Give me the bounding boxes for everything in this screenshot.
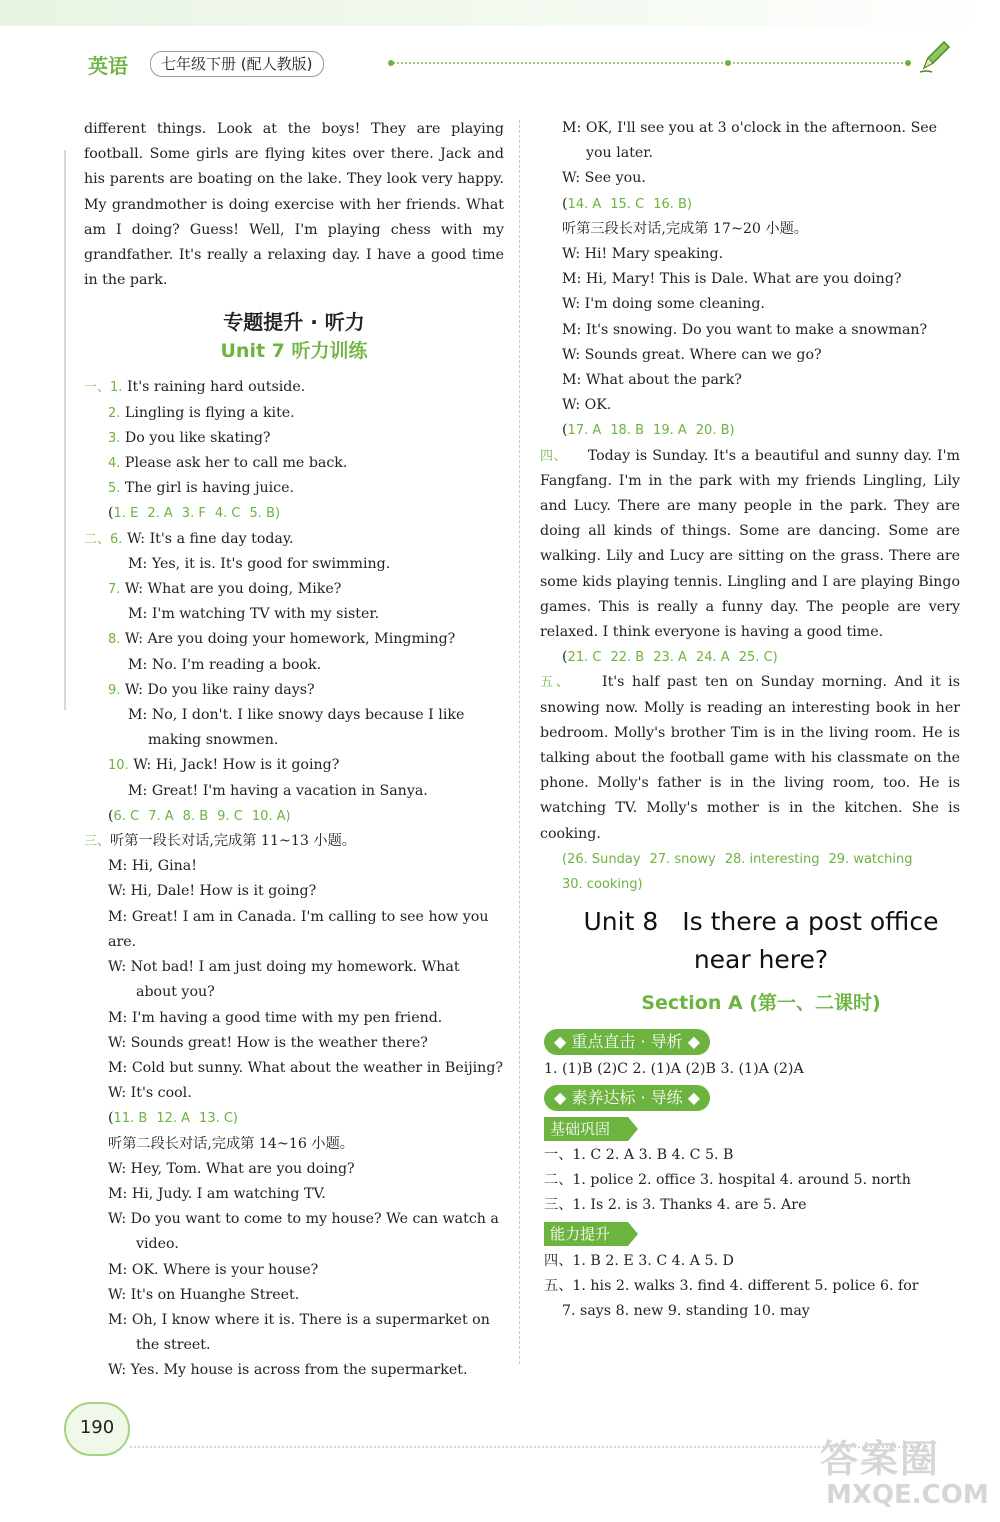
answer: 9. C [217,808,243,824]
tag-advanced: 能力提升 [544,1222,628,1246]
dialog-line: W: Not bad! I am just doing my homework. What about you? [108,959,460,1001]
answer-line [84,804,504,829]
list-item [84,476,504,501]
answer: 19. A [653,423,687,439]
dialog-line [84,627,504,652]
dialog-line: W: Do you want to come to my house? We can watch a video. [108,1211,499,1253]
left-margin-line [64,150,66,710]
item-text: Lingling is flying a kite. [124,404,295,421]
part-4-passage [540,444,960,646]
part-3 [84,829,504,1383]
banner-key-points: ◆ 重点直击 · 导析 ◆ [544,1029,710,1055]
answer: 25. C) [738,650,778,666]
section-title: Section A (第一、二课时) [641,992,881,1015]
answer-line: 四、1. B 2. E 3. C 4. A 5. D [544,1252,734,1269]
part-label: 三、 [84,834,111,850]
answer: 1. E [113,506,139,522]
answer: 27. snowy [649,851,716,867]
item-number: 3. [108,430,121,446]
answer: 17. A [567,423,602,439]
answer-paren: ( [562,649,568,666]
answer-line: 五、1. his 2. walks 3. find 4. different 5. police 6. for [544,1277,919,1294]
answer: 13. C) [199,1111,239,1127]
answer: 21. C [567,650,602,666]
answer: 24. A [695,650,730,666]
answer: 6. C [113,808,140,824]
passage-text: It's half past ten on Sunday morning. And it is snowing now. Molly is reading an interesting book in her bedroom. Molly's brother Tim is in the living room. He is talking about the football game with his classmate on the phone. Molly's father is in the living room, too. He is watching TV. Molly's mother is in the kitchen. She is cooking. [540,674,960,842]
part-label: 二、 [84,531,111,547]
answer-paren: ( [108,1110,114,1127]
topic-title: 专题提升 · 听力 [223,310,365,335]
right-column [540,116,960,1324]
item-text: Please ask her to call me back. [124,455,348,472]
section-intro: 听第二段长对话,完成第 14~16 小题。 [108,1135,354,1152]
intro-text: 听第一段长对话,完成第 11~13 小题。 [110,833,356,850]
item-number: 7. [108,582,121,598]
item-number: 1. [110,380,123,396]
watermark-logo: 答案圈 [820,1437,941,1481]
list-item [84,401,504,426]
unit-title-line1: Is there a post office [682,907,939,937]
book-label [150,51,324,77]
header-dotted-line [390,62,910,64]
item-number: 4. [108,456,121,472]
dialog-line: M: What about the park? [562,372,742,389]
page-number: 190 [64,1402,130,1456]
dialog-line: M: OK, I'll see you at 3 o'clock in the afternoon. See you later. [562,120,938,162]
dialog-line: M: Hi, Gina! [108,858,197,875]
dialog-text: W: Hi, Jack! How is it going? [133,757,340,774]
passage-text: Today is Sunday. It's a beautiful and sunny day. I'm Fangfang. I'm in the park with my friends Lingling, Lily and Lucy. There are many people in the park. They are doing all kinds of things. Some are dancing. Some are walking. Lily and Lucy are sitting on the grass. There are some kids playing tennis. Lingling and I are playing Bingo games. This is really a funny day. The people are very relaxed. I think everyone is having a good time. [540,447,960,641]
dialog-line: M: I'm having a good time with my pen friend. [108,1009,443,1026]
topic-subtitle: Unit 7 听力训练 [220,340,368,363]
part-5-passage [540,670,960,846]
dialog-line: W: OK. [562,397,612,414]
dialog-line: W: Sounds great. Where can we go? [562,346,822,363]
dialog-line [84,577,504,602]
list-item [84,426,504,451]
dialog-text: W: Do you like rainy days? [124,681,315,698]
answer: 29. watching [828,851,913,867]
answer: 7. A [148,808,174,824]
answer-paren: ( [108,505,114,522]
book-edition: (配人教版) [240,55,313,73]
item-number: 9. [108,682,121,698]
dialog-line: M: No. I'm reading a book. [128,656,322,673]
answer: (26. Sunday [562,851,641,867]
dialog-line: M: Hi, Mary! This is Dale. What are you doing? [562,271,902,288]
dialog-line: W: Hey, Tom. What are you doing? [108,1160,355,1177]
answer-line: 1. (1)B (2)C 2. (1)A (2)B 3. (1)A (2)A [544,1061,804,1078]
answer: 2. A [147,506,173,522]
dialog-line: W: Hi, Dale! How is it going? [108,883,317,900]
answer: 15. C [610,196,645,212]
answer: 10. A) [251,808,291,824]
part-2 [84,527,504,829]
answer: 28. interesting [724,851,820,867]
header-dot [725,60,731,66]
dialog-line: M: Cold but sunny. What about the weather in Beijing? [108,1059,504,1076]
dialog-line: W: It's cool. [108,1085,192,1102]
header-dot [388,60,394,66]
page-header [0,40,1000,90]
dialog-text: W: It's a fine day today. [126,530,294,547]
item-text: It's raining hard outside. [126,379,306,396]
tag-basic: 基础巩固 [544,1117,628,1141]
item-text: The girl is having juice. [124,480,295,497]
answer-line: 7. says 8. new 9. standing 10. may [562,1302,810,1319]
answer-line [84,501,504,526]
banner-practice: ◆ 素养达标 · 导练 ◆ [544,1085,710,1111]
dialog-line: W: See you. [562,170,646,187]
answer-line: 三、1. Is 2. is 3. Thanks 4. are 5. Are [544,1197,807,1214]
answer: 11. B [113,1111,148,1127]
answer-line: 二、1. police 2. office 3. hospital 4. around 5. north [544,1171,911,1188]
left-column [84,117,504,1384]
dialog-line [84,753,504,778]
section-intro [84,829,504,854]
subject-label: 英语 [88,54,128,78]
answer: 20. B) [695,423,735,439]
dialog-line: M: No, I don't. I like snowy days because I like making snowmen. [128,707,465,749]
answer-line [562,847,960,897]
answer-paren: ( [562,422,568,439]
dialog-line: M: Oh, I know where it is. There is a supermarket on the street. [108,1311,490,1354]
list-item [84,375,504,400]
dialog-line: M: Yes, it is. It's good for swimming. [128,555,391,572]
column-divider [519,120,520,1364]
dialog-text: W: What are you doing, Mike? [124,581,342,598]
answer: 22. B [610,650,645,666]
answer: 30. cooking) [562,877,643,893]
dialog-line [84,527,504,552]
answer: 4. C [214,506,241,522]
answer: 8. B [182,808,209,824]
answer: 18. B [610,423,645,439]
part-label: 四、 [540,448,568,464]
item-text: Do you like skating? [124,429,271,446]
dialog-line: W: I'm doing some cleaning. [562,296,765,313]
answer-line [562,645,960,670]
dialog-line: W: Hi! Mary speaking. [562,246,724,263]
unit-number: Unit 8 [583,907,659,937]
answer: 5. B) [249,506,281,522]
part-label: 一、 [84,380,111,396]
intro-paragraph: different things. Look at the boys! They are playing football. Some girls are flying kites over there. Jack and his parents are boating on the lake. They look very happy. My grandmother is doing exercise with her friends. What am I doing? Guess! Well, I'm playing chess with my grandfather. It's really a relaxing day. I have a good time in the park. [84,121,504,289]
item-number: 8. [108,632,121,648]
dialog-line: M: Hi, Judy. I am watching TV. [108,1185,326,1202]
answer-paren: ( [108,807,114,824]
part-label: 五、 [540,675,572,691]
answer-line [562,418,960,443]
answer-line: 一、1. C 2. A 3. B 4. C 5. B [544,1146,734,1163]
item-number: 5. [108,481,121,497]
dialog-line: M: Great! I'm having a vacation in Sanya. [128,782,428,799]
part-1 [84,375,504,526]
dialog-line: M: I'm watching TV with my sister. [128,606,380,623]
answer-line [84,1106,504,1131]
header-dot [905,60,911,66]
footer-line [130,1446,920,1448]
item-number: 2. [108,405,121,421]
list-item [84,451,504,476]
watermark-url: MXQE.COM [826,1480,989,1510]
answer: 14. A [567,196,602,212]
dialog-line: M: OK. Where is your house? [108,1261,319,1278]
answer-line [562,192,960,217]
top-band [0,0,1000,26]
answer: 12. A [156,1111,191,1127]
dialog-line [84,678,504,703]
answer: 23. A [653,650,687,666]
dialog-line: M: It's snowing. Do you want to make a snowman? [562,321,928,338]
dialog-line: W: Sounds great! How is the weather there? [108,1034,428,1051]
answer: 3. F [181,506,206,522]
item-number: 10. [108,758,129,774]
dialog-line: W: It's on Huanghe Street. [108,1286,300,1303]
dialog-line: M: Great! I am in Canada. I'm calling to see how you are. [108,908,489,950]
book-grade: 七年级下册 [161,55,237,73]
unit-8-title [562,903,960,979]
pencil-icon [918,38,952,74]
answer-paren: ( [562,195,568,212]
dialog-text: W: Are you doing your homework, Mingming? [124,631,456,648]
dialog-line: W: Yes. My house is across from the supermarket. [108,1362,468,1379]
unit-title-line2: near here? [693,945,829,975]
section-intro: 听第三段长对话,完成第 17~20 小题。 [562,220,808,237]
item-number: 6. [110,531,123,547]
answer: 16. B) [653,196,692,212]
